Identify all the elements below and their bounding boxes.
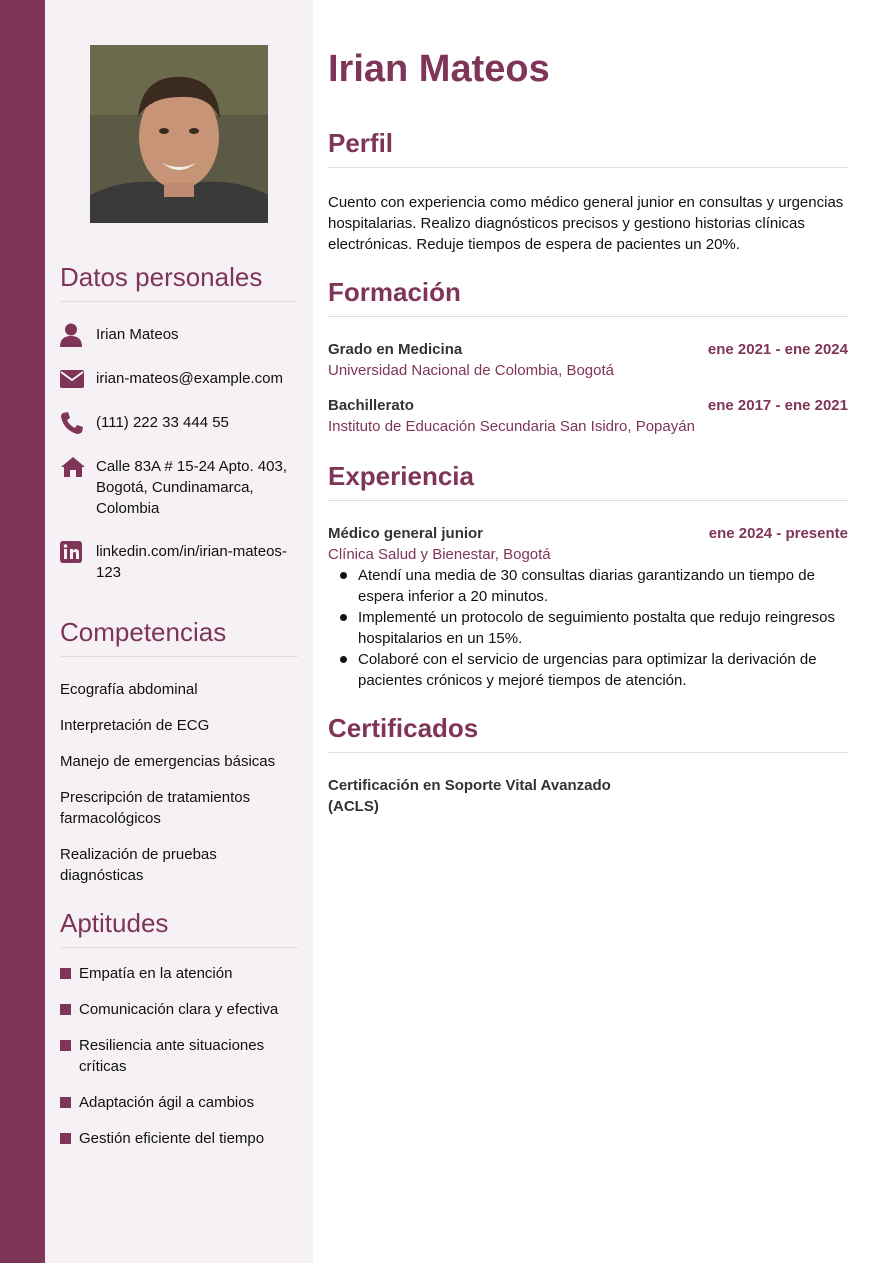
experience-entry [328,523,848,691]
square-bullet-icon [60,1133,71,1144]
education-title: Formación [328,277,848,317]
envelope-icon [60,368,96,390]
personal-item-address: Calle 83A # 15-24 Apto. 403, Bogotá, Cundinamarca, Colombia [60,456,298,519]
certificates-section [328,713,848,817]
aptitudes-title: Aptitudes [60,908,298,948]
education-entry [328,395,848,437]
education-degree: Grado en Medicina [328,341,463,358]
job-title: Médico general junior [328,525,484,542]
user-icon [60,324,96,346]
aptitudes-section [60,908,298,1149]
skill-item: Interpretación de ECG [60,717,210,734]
profile-section [328,128,848,255]
aptitude-item: Adaptación ágil a cambios [60,1092,298,1113]
main-content [313,0,893,1263]
certificate-item: Certificación en Soporte Vital Avanzado (ACLS) [328,777,611,815]
square-bullet-icon [60,1040,71,1051]
education-degree: Bachillerato [328,397,414,414]
square-bullet-icon [60,968,71,979]
aptitude-item: Comunicación clara y efectiva [60,999,298,1020]
accent-stripe [0,0,45,1263]
skill-item: Prescripción de tratamientos farmacológicos [60,789,251,827]
aptitude-item: Resiliencia ante situaciones críticas [60,1035,298,1077]
job-date: ene 2024 - presente [708,525,848,542]
linkedin-link[interactable]: linkedin.com/in/irian-mateos-123 [96,543,287,581]
education-date: ene 2021 - ene 2024 [707,341,848,358]
achievement-item: Implementé un protocolo de seguimiento postalta que redujo reingresos hospitalarios en un 15%. [328,607,848,649]
linkedin-icon [60,541,96,563]
education-entry [328,339,848,381]
education-section [328,277,848,437]
square-bullet-icon [60,1004,71,1015]
aptitude-item: Empatía en la atención [60,963,298,984]
candidate-name: Irian Mateos [328,48,550,90]
skill-item: Manejo de emergencias básicas [60,753,276,770]
job-employer: Clínica Salud y Bienestar, Bogotá [328,546,551,563]
personal-item-email [60,368,298,390]
achievement-item: Atendí una media de 30 consultas diarias garantizando un tiempo de espera inferior a 20 minutos. [328,565,848,607]
skill-item: Ecografía abdominal [60,681,198,698]
education-institution: Instituto de Educación Secundaria San Isidro, Popayán [328,418,695,435]
personal-item-phone: (111) 222 33 444 55 [60,412,298,434]
profile-text: Cuento con experiencia como médico general junior en consultas y urgencias hospitalarias. Realizo diagnósticos precisos y gestiono historias clínicas electrónicas. Reduje tiempos de espera de pacientes un 20%. [328,194,844,253]
certificates-title: Certificados [328,713,848,753]
skill-item: Realización de pruebas diagnósticas [60,846,217,884]
sidebar [45,0,313,1263]
personal-item-linkedin [60,541,298,583]
profile-title: Perfil [328,128,848,168]
personal-data-title: Datos personales [60,262,298,302]
job-achievements [328,565,848,691]
phone-icon [60,412,96,434]
home-icon [60,456,96,478]
education-date: ene 2017 - ene 2021 [707,397,848,414]
personal-item-name: Irian Mateos [60,324,298,346]
skills-section [60,617,298,886]
aptitude-item: Gestión eficiente del tiempo [60,1128,298,1149]
experience-section [328,461,848,691]
skills-title: Competencias [60,617,298,657]
email-link[interactable]: irian-mateos@example.com [96,370,283,387]
achievement-item: Colaboré con el servicio de urgencias para optimizar la derivación de pacientes crónicos y mejoré tiempos de atención. [328,649,848,691]
square-bullet-icon [60,1097,71,1108]
experience-title: Experiencia [328,461,848,501]
profile-photo [90,45,268,223]
personal-data-section [60,262,298,583]
education-institution: Universidad Nacional de Colombia, Bogotá [328,362,614,379]
